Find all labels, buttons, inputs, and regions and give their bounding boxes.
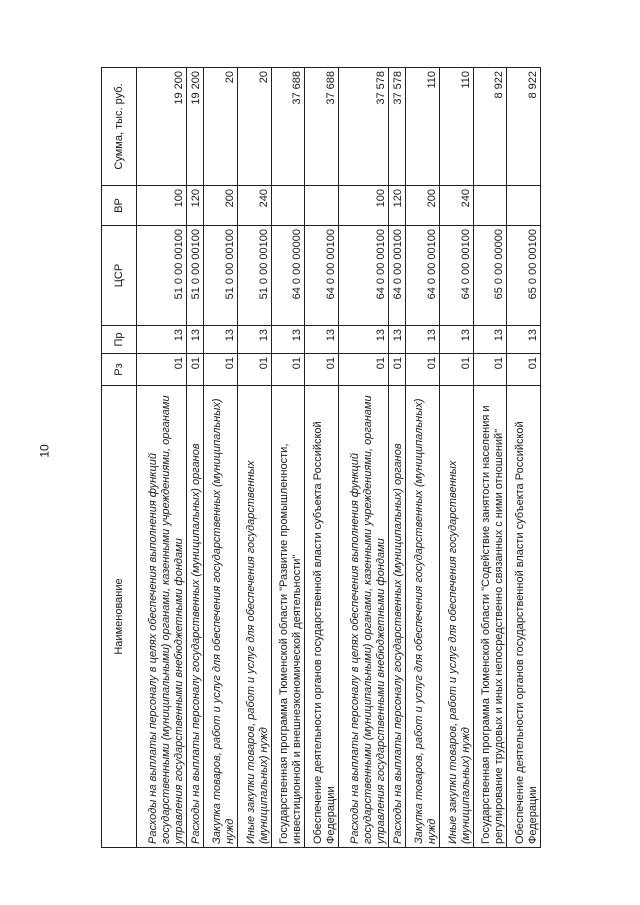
cell-rz: 01 bbox=[439, 354, 473, 386]
cell-pr: 13 bbox=[439, 326, 473, 354]
cell-sum: 37 688 bbox=[305, 68, 339, 186]
cell-vr: 100 bbox=[338, 186, 388, 226]
cell-vr: 240 bbox=[439, 186, 473, 226]
header-rz: Рз bbox=[102, 354, 137, 386]
table-header bbox=[102, 68, 137, 848]
cell-rz: 01 bbox=[137, 354, 187, 386]
cell-name: Иные закупки товаров, работ и услуг для обеспечения государственных (муниципальных) нужд bbox=[439, 386, 473, 848]
cell-sum: 19 200 bbox=[186, 68, 203, 186]
cell-rz: 01 bbox=[237, 354, 271, 386]
cell-pr: 13 bbox=[305, 326, 339, 354]
cell-vr bbox=[473, 186, 507, 226]
cell-vr: 200 bbox=[406, 186, 440, 226]
cell-pr: 13 bbox=[271, 326, 305, 354]
cell-csr: 51 0 00 00100 bbox=[204, 226, 238, 326]
appropriations-table bbox=[101, 67, 541, 848]
cell-name: Расходы на выплаты персоналу государственных (муниципальных) органов bbox=[388, 386, 405, 848]
cell-csr: 64 0 00 00100 bbox=[338, 226, 388, 326]
header-pr: Пр bbox=[102, 326, 137, 354]
header-csr: ЦСР bbox=[102, 226, 137, 326]
header-sum: Сумма, тыс. руб. bbox=[102, 68, 137, 186]
cell-pr: 13 bbox=[137, 326, 187, 354]
cell-vr: 100 bbox=[137, 186, 187, 226]
cell-name: Закупка товаров, работ и услуг для обеспечения государственных (муниципальных) нужд bbox=[406, 386, 440, 848]
cell-csr: 65 0 00 00100 bbox=[507, 226, 541, 326]
cell-rz: 01 bbox=[204, 354, 238, 386]
cell-name: Обеспечение деятельности органов государственной власти субъекта Российской Федерации bbox=[507, 386, 541, 848]
cell-sum: 8 922 bbox=[507, 68, 541, 186]
cell-pr: 13 bbox=[473, 326, 507, 354]
cell-sum: 20 bbox=[237, 68, 271, 186]
cell-name: Государственная программа Тюменской области "Содействие занятости населения и регулирование трудовых и иных непосредственно связанных с ними отношений" bbox=[473, 386, 507, 848]
table-row bbox=[305, 68, 339, 848]
cell-csr: 51 0 00 00100 bbox=[186, 226, 203, 326]
cell-csr: 51 0 00 00100 bbox=[137, 226, 187, 326]
cell-csr: 64 0 00 00100 bbox=[388, 226, 405, 326]
header-row bbox=[102, 68, 137, 848]
page-number: 10 bbox=[37, 444, 52, 458]
cell-csr: 64 0 00 00100 bbox=[305, 226, 339, 326]
table-row bbox=[507, 68, 541, 848]
cell-sum: 37 578 bbox=[388, 68, 405, 186]
cell-pr: 13 bbox=[388, 326, 405, 354]
cell-csr: 64 0 00 00100 bbox=[406, 226, 440, 326]
cell-vr: 120 bbox=[388, 186, 405, 226]
cell-name: Обеспечение деятельности органов государственной власти субъекта Российской Федерации bbox=[305, 386, 339, 848]
cell-rz: 01 bbox=[271, 354, 305, 386]
table-body bbox=[137, 68, 541, 848]
cell-rz: 01 bbox=[406, 354, 440, 386]
cell-rz: 01 bbox=[388, 354, 405, 386]
header-name: Наименование bbox=[102, 386, 137, 848]
cell-name: Закупка товаров, работ и услуг для обеспечения государственных (муниципальных) нужд bbox=[204, 386, 238, 848]
cell-name: Иные закупки товаров, работ и услуг для обеспечения государственных (муниципальных) нужд bbox=[237, 386, 271, 848]
cell-name: Государственная программа Тюменской области "Развитие промышленности, инвестиционной и внешнеэкономической деятельности" bbox=[271, 386, 305, 848]
cell-name: Расходы на выплаты персоналу государственных (муниципальных) органов bbox=[186, 386, 203, 848]
cell-pr: 13 bbox=[237, 326, 271, 354]
cell-rz: 01 bbox=[507, 354, 541, 386]
rotated-table-container bbox=[101, 68, 541, 848]
cell-sum: 8 922 bbox=[473, 68, 507, 186]
cell-rz: 01 bbox=[305, 354, 339, 386]
table-row bbox=[338, 68, 388, 848]
cell-sum: 37 578 bbox=[338, 68, 388, 186]
cell-name: Расходы на выплаты персоналу в целях обеспечения выполнения функций государственными (муниципальными) органами, казенными учреждениями, органами управления государственными внебюджетными фондами bbox=[338, 386, 388, 848]
table-row bbox=[186, 68, 203, 848]
cell-vr bbox=[507, 186, 541, 226]
cell-csr: 64 0 00 00100 bbox=[439, 226, 473, 326]
cell-vr: 200 bbox=[204, 186, 238, 226]
cell-csr: 51 0 00 00100 bbox=[237, 226, 271, 326]
cell-sum: 110 bbox=[406, 68, 440, 186]
cell-pr: 13 bbox=[338, 326, 388, 354]
table-row bbox=[388, 68, 405, 848]
table-row bbox=[237, 68, 271, 848]
cell-pr: 13 bbox=[507, 326, 541, 354]
cell-sum: 19 200 bbox=[137, 68, 187, 186]
cell-name: Расходы на выплаты персоналу в целях обеспечения выполнения функций государственными (муниципальными) органами, казенными учреждениями, органами управления государственными внебюджетными фондами bbox=[137, 386, 187, 848]
table-row bbox=[406, 68, 440, 848]
table-row bbox=[204, 68, 238, 848]
cell-rz: 01 bbox=[186, 354, 203, 386]
header-vr: ВР bbox=[102, 186, 137, 226]
table-row bbox=[439, 68, 473, 848]
cell-vr bbox=[305, 186, 339, 226]
cell-sum: 20 bbox=[204, 68, 238, 186]
cell-rz: 01 bbox=[473, 354, 507, 386]
cell-csr: 64 0 00 00000 bbox=[271, 226, 305, 326]
cell-pr: 13 bbox=[186, 326, 203, 354]
table-row bbox=[137, 68, 187, 848]
cell-csr: 65 0 00 00000 bbox=[473, 226, 507, 326]
cell-sum: 37 688 bbox=[271, 68, 305, 186]
cell-vr bbox=[271, 186, 305, 226]
cell-vr: 240 bbox=[237, 186, 271, 226]
cell-pr: 13 bbox=[406, 326, 440, 354]
cell-vr: 120 bbox=[186, 186, 203, 226]
table-row bbox=[271, 68, 305, 848]
cell-pr: 13 bbox=[204, 326, 238, 354]
table-row bbox=[473, 68, 507, 848]
cell-rz: 01 bbox=[338, 354, 388, 386]
cell-sum: 110 bbox=[439, 68, 473, 186]
